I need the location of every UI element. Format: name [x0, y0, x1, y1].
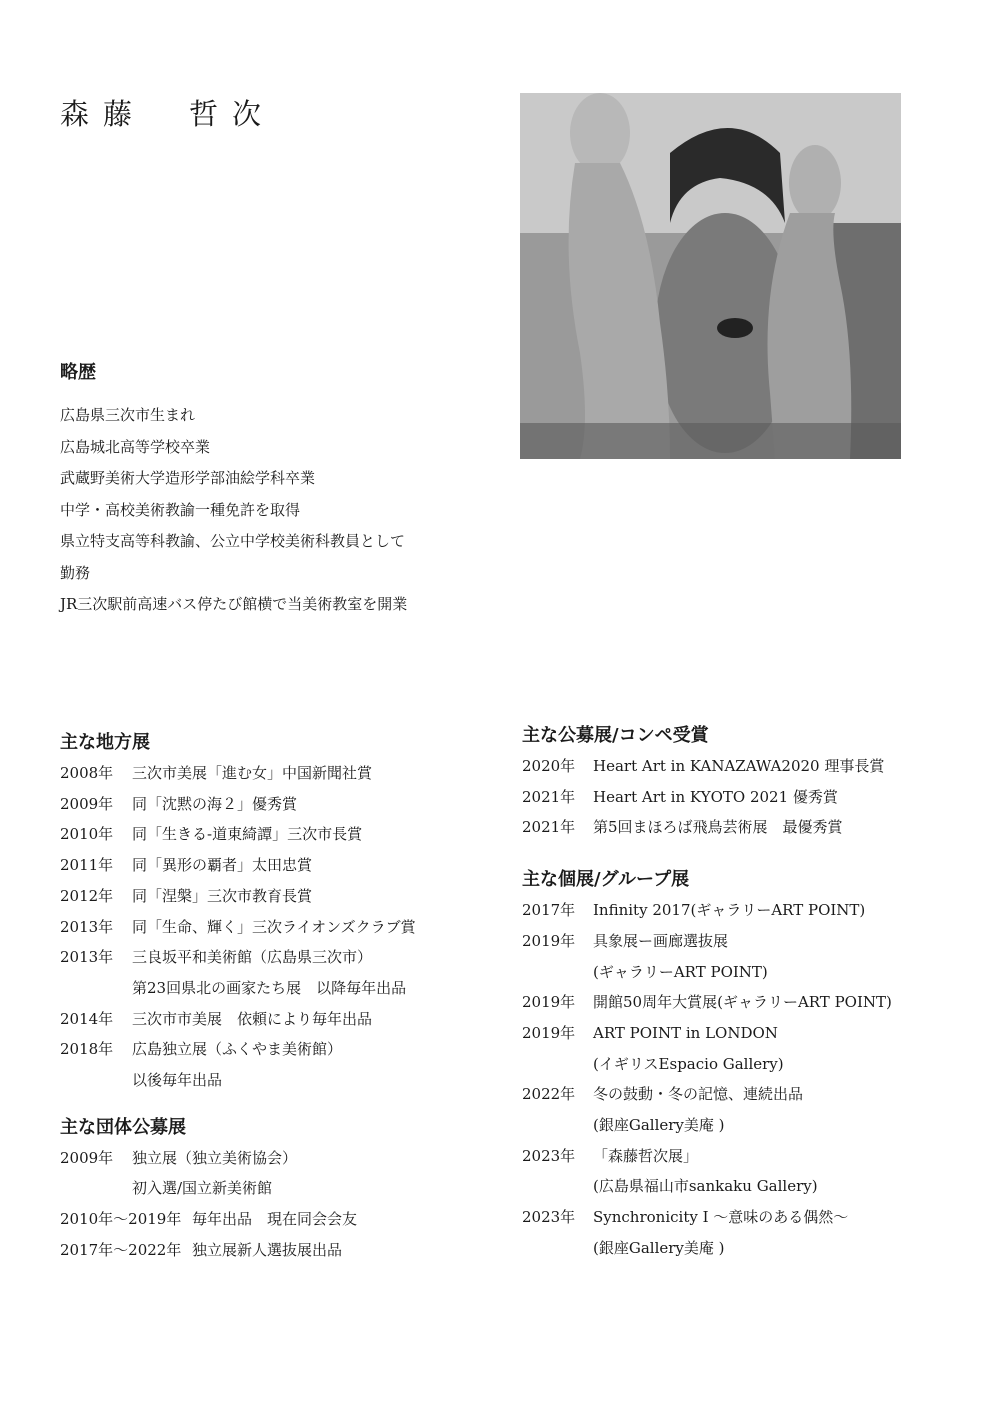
year [60, 973, 132, 1004]
list-item [522, 1049, 992, 1080]
year: 2021年 [522, 787, 576, 806]
entry-text: 開館50周年大賞展(ギャラリーART POINT) [593, 993, 892, 1012]
entry-text: 三次市美展「進む女」中国新聞社賞 [132, 764, 373, 782]
entry-text: 三次市市美展 依頼により毎年出品 [132, 1009, 373, 1028]
year [522, 1233, 593, 1264]
year: 2023年 [522, 1146, 576, 1165]
entry-text: 同「沈黙の海２」優秀賞 [132, 794, 298, 813]
entry-text: 独立展新人選抜展出品 [192, 1240, 343, 1259]
year: 2017年〜2022年 [60, 1240, 182, 1259]
list-item [60, 758, 500, 789]
list-item [522, 1110, 992, 1141]
list-item: 広島県三次市生まれ [60, 406, 196, 424]
entry-text: 具象展ー画廊選抜展 [593, 931, 729, 950]
year: 2012年 [60, 886, 114, 905]
list-item [522, 926, 992, 957]
list-item [522, 751, 992, 782]
entry-text: 冬の鼓動・冬の記憶、連続出品 [593, 1085, 804, 1104]
regional-exhibitions-title: 主な地方展 [60, 732, 150, 753]
year: 2009年 [60, 794, 114, 813]
awards-list [522, 751, 992, 843]
list-item [60, 942, 500, 973]
list-item [60, 850, 500, 881]
list-item [60, 1065, 500, 1096]
group-exhibitions-list-long [60, 1204, 500, 1265]
entry-text: Synchronicity I 〜意味のある偶然〜 [593, 1208, 849, 1227]
entry-text: 三良坂平和美術館（広島県三次市） [132, 948, 373, 967]
entry-text: Heart Art in KYOTO 2021 優秀賞 [593, 787, 838, 806]
entry-text: 第23回県北の画家たち展 以降毎年出品 [132, 978, 407, 997]
year [60, 1065, 132, 1096]
awards-title: 主な公募展/コンペ受賞 [522, 725, 709, 746]
artist-photo [520, 93, 901, 459]
list-item [60, 1204, 500, 1235]
entry-text: 同「異形の覇者」太田忠賞 [132, 856, 313, 875]
list-item [60, 1235, 500, 1266]
list-item [522, 1233, 992, 1264]
biography-section [60, 358, 500, 621]
list-item [60, 881, 500, 912]
year [60, 1173, 132, 1204]
list-item [60, 1143, 500, 1174]
entry-text: 同「生命、輝く」三次ライオンズクラブ賞 [132, 917, 416, 936]
list-item [522, 782, 992, 813]
year [522, 1171, 593, 1202]
year: 2021年 [522, 818, 576, 837]
year: 2013年 [60, 917, 114, 936]
regional-exhibitions-list [60, 758, 500, 1096]
year [522, 957, 593, 988]
entry-text: 毎年出品 現在同会会友 [192, 1210, 358, 1229]
right-column [522, 721, 992, 1264]
entry-text: (イギリスEspacio Gallery) [593, 1054, 784, 1073]
biography-list [60, 400, 500, 621]
list-item [60, 819, 500, 850]
year: 2011年 [60, 856, 114, 875]
list-item [522, 1079, 992, 1110]
entry-text: 「森藤哲次展」 [593, 1146, 699, 1165]
entry-text: (ギャラリーART POINT) [593, 962, 768, 981]
artist-name: 森藤 哲次 [60, 97, 276, 131]
list-item [522, 987, 992, 1018]
year [522, 1049, 593, 1080]
entry-text: 同「涅槃」三次市教育長賞 [132, 886, 313, 905]
entry-text: Heart Art in KANAZAWA2020 理事長賞 [593, 757, 885, 775]
list-item [522, 1018, 992, 1049]
year: 2022年 [522, 1085, 576, 1104]
entry-text: Infinity 2017(ギャラリーART POINT) [593, 901, 866, 920]
list-item [522, 957, 992, 988]
list-item [522, 812, 992, 843]
entry-text: 広島独立展（ふくやま美術館） [132, 1040, 343, 1059]
entry-text: (広島県福山市sankaku Gallery) [593, 1177, 818, 1196]
list-item [60, 1034, 500, 1065]
biography-title: 略歴 [60, 362, 96, 383]
list-item [60, 1173, 500, 1204]
list-item: 勤務 [60, 563, 91, 582]
entry-text: ART POINT in LONDON [593, 1023, 778, 1042]
year: 2020年 [522, 757, 576, 775]
year: 2008年 [60, 764, 114, 782]
list-item: 県立特支高等科教諭、公立中学校美術科教員として [60, 532, 406, 550]
list-item [60, 1004, 500, 1035]
list-item [60, 973, 500, 1004]
entry-text: 第5回まほろば飛鳥芸術展 最優秀賞 [593, 818, 843, 837]
list-item [522, 1141, 992, 1172]
entry-text: 以後毎年出品 [132, 1071, 223, 1090]
group-exhibitions-list [60, 1143, 500, 1204]
list-item: JR三次駅前高速バス停たび館横で当美術教室を開業 [60, 595, 408, 613]
entry-text: (銀座Gallery美庵 ) [593, 1238, 725, 1257]
group-exhibitions-title: 主な団体公募展 [60, 1116, 186, 1138]
year: 2010年 [60, 825, 114, 844]
year: 2009年 [60, 1148, 114, 1167]
year: 2019年 [522, 993, 576, 1012]
year: 2019年 [522, 1023, 576, 1042]
list-item [522, 1171, 992, 1202]
list-item: 広島城北高等学校卒業 [60, 437, 211, 456]
solo-exhibitions-list [522, 895, 992, 1263]
year: 2014年 [60, 1009, 114, 1028]
year: 2018年 [60, 1040, 114, 1059]
list-item: 中学・高校美術教諭一種免許を取得 [60, 500, 301, 519]
list-item: 武蔵野美術大学造形学部油絵学科卒業 [60, 469, 316, 487]
list-item [522, 1202, 992, 1233]
year: 2019年 [522, 931, 576, 950]
list-item [60, 789, 500, 820]
entry-text: (銀座Gallery美庵 ) [593, 1116, 725, 1135]
year: 2017年 [522, 901, 576, 920]
solo-exhibitions-title: 主な個展/グループ展 [522, 869, 690, 891]
entry-text: 同「生きる-道東綺譚」三次市長賞 [132, 825, 363, 844]
entry-text: 独立展（独立美術協会） [132, 1148, 298, 1167]
list-item [522, 895, 992, 926]
entry-text: 初入選/国立新美術館 [132, 1179, 273, 1198]
left-column [60, 728, 500, 1266]
year [522, 1110, 593, 1141]
list-item [60, 912, 500, 943]
year: 2013年 [60, 948, 114, 967]
year: 2023年 [522, 1208, 576, 1227]
year: 2010年〜2019年 [60, 1210, 182, 1229]
